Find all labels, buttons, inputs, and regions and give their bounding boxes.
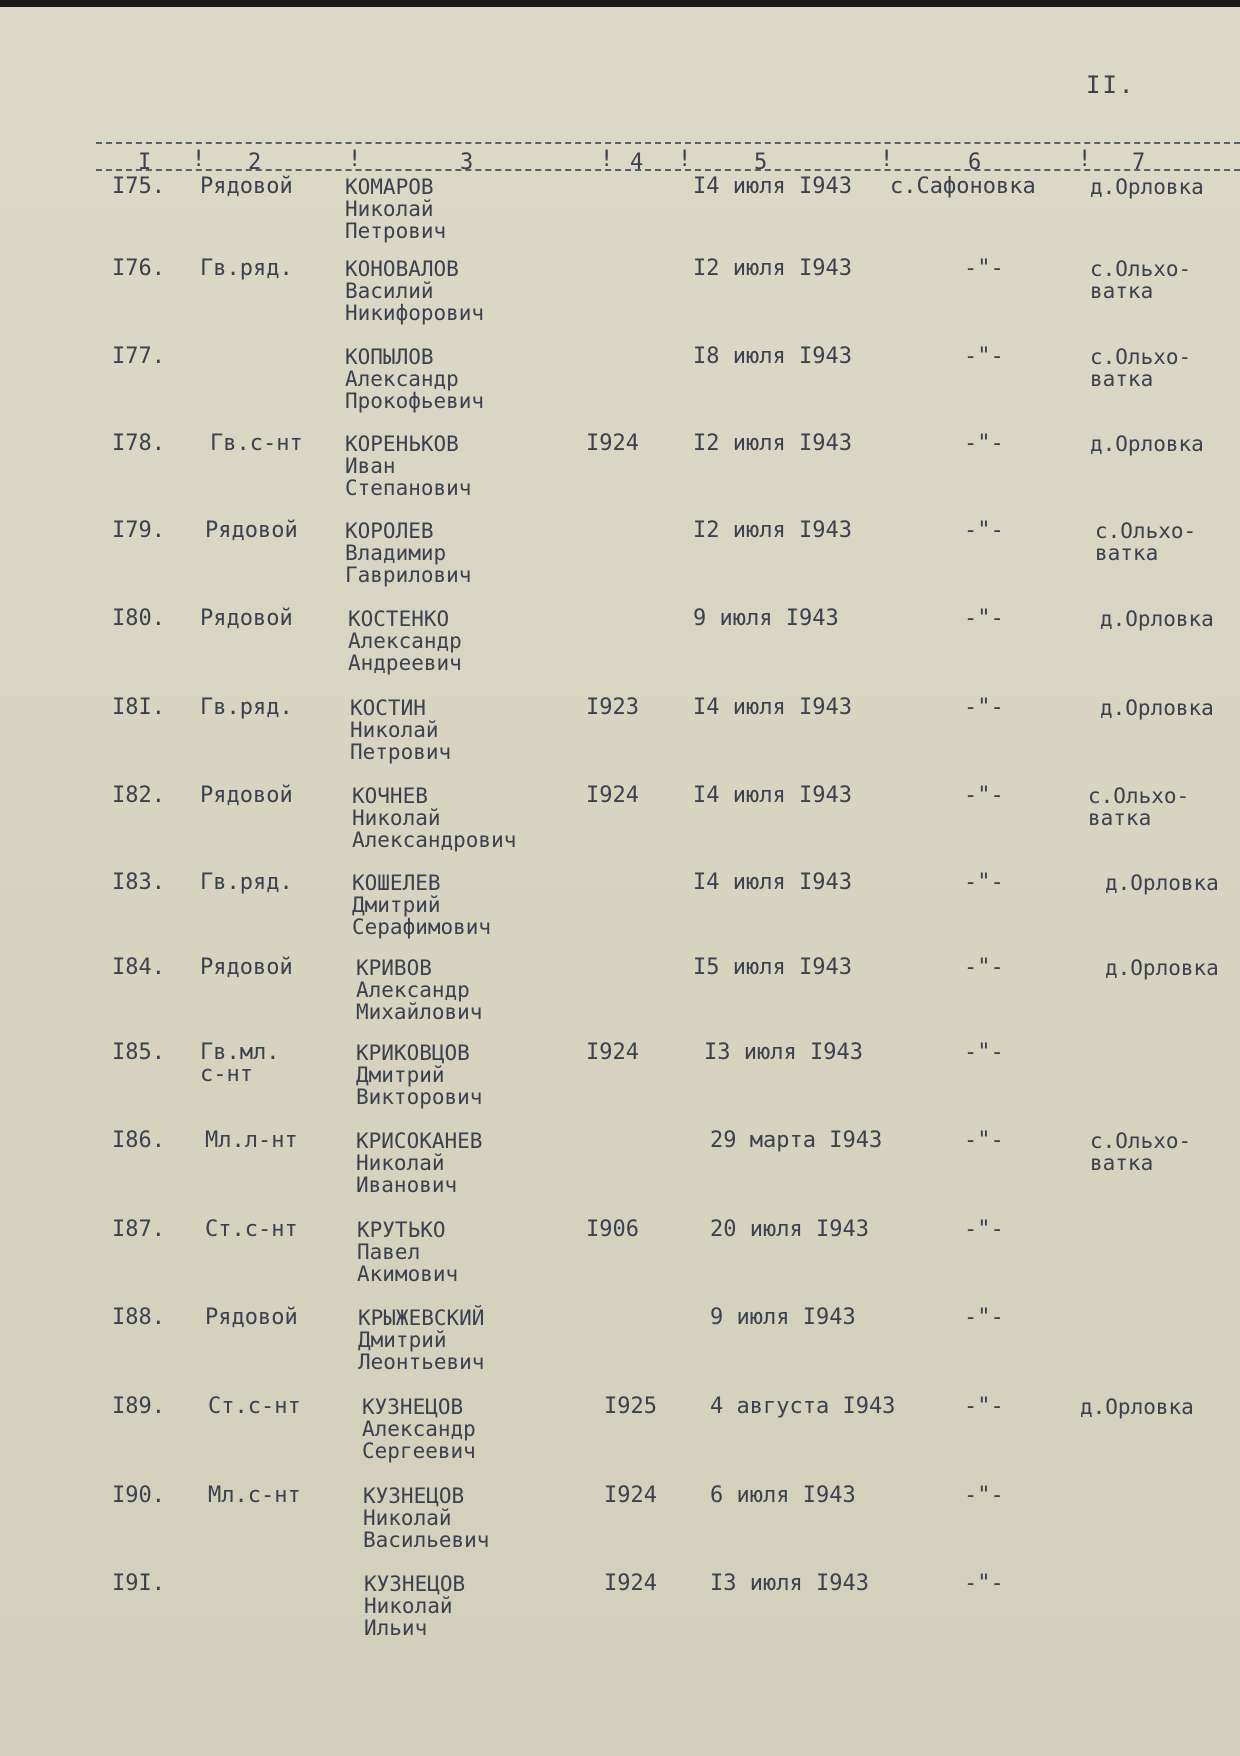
place: -"- [964, 344, 1004, 369]
full-name [345, 258, 484, 324]
military-rank: Гв.ряд. [200, 695, 293, 720]
place: -"- [964, 431, 1004, 456]
place: -"- [964, 1394, 1004, 1419]
patronymic: Александрович [352, 828, 517, 852]
patronymic: Никифорович [345, 301, 485, 325]
death-date: I3 июля I943 [710, 1571, 869, 1596]
name: Николай [356, 1151, 445, 1175]
place: -"- [964, 955, 1004, 980]
table-row [0, 1042, 1240, 1128]
place: -"- [964, 606, 1004, 631]
name: Александр [348, 629, 462, 653]
burial-line: д.Орловка [1105, 871, 1219, 895]
table-row [0, 785, 1240, 871]
place: -"- [964, 1128, 1004, 1153]
record-number: I75. [112, 174, 165, 199]
name: Дмитрий [358, 1328, 447, 1352]
military-rank: Рядовой [205, 1305, 298, 1330]
record-number: I77. [112, 344, 165, 369]
burial-line: д.Орловка [1080, 1395, 1194, 1419]
military-rank: Мл.с-нт [208, 1483, 301, 1508]
burial-place [1105, 872, 1219, 894]
column-header-6: 6 [968, 150, 982, 175]
place: -"- [964, 870, 1004, 895]
burial-line: ватка [1090, 367, 1154, 391]
patronymic: Викторович [356, 1085, 483, 1109]
patronymic: Петрович [350, 740, 452, 764]
burial-line: ватка [1090, 279, 1154, 303]
military-rank: Рядовой [200, 606, 293, 631]
surname: КОРОЛЕВ [345, 519, 434, 543]
burial-line: с.Ольхо- [1090, 345, 1192, 369]
patronymic: Серафимович [352, 915, 492, 939]
death-date: I4 июля I943 [693, 870, 852, 895]
patronymic: Михайлович [356, 1000, 483, 1024]
burial-place [1090, 433, 1204, 455]
header-rule-bottom [96, 169, 1240, 171]
full-name [345, 520, 471, 586]
name: Николай [350, 718, 439, 742]
table-row [0, 433, 1240, 519]
name: Николай [345, 197, 434, 221]
death-date: I2 июля I943 [693, 256, 852, 281]
death-date: 4 августа I943 [710, 1394, 896, 1419]
death-date: 9 июля I943 [710, 1305, 856, 1330]
death-date: 29 марта I943 [710, 1128, 883, 1153]
burial-line: с.Ольхо- [1095, 519, 1197, 543]
column-separator: ! [348, 147, 362, 172]
table-row [0, 697, 1240, 783]
death-date: I4 июля I943 [693, 783, 852, 808]
name: Владимир [345, 541, 447, 565]
burial-line: д.Орловка [1100, 607, 1214, 631]
full-name [356, 1130, 482, 1196]
burial-line: ватка [1095, 541, 1159, 565]
record-number: I86. [112, 1128, 165, 1153]
place: -"- [964, 1040, 1004, 1065]
death-date: I4 июля I943 [693, 695, 852, 720]
full-name [350, 697, 451, 763]
surname: КРИСОКАНЕВ [356, 1129, 483, 1153]
table-row [0, 176, 1240, 262]
death-date: 6 июля I943 [710, 1483, 856, 1508]
column-header-1: I [138, 150, 152, 175]
place: -"- [964, 1217, 1004, 1242]
table-row [0, 346, 1240, 432]
record-number: I90. [112, 1483, 165, 1508]
death-date: I2 июля I943 [693, 518, 852, 543]
name: Николай [352, 806, 441, 830]
patronymic: Сергеевич [362, 1439, 476, 1463]
table-row [0, 1396, 1240, 1482]
military-rank: Гв.ряд. [200, 870, 293, 895]
document-page [0, 7, 1240, 1756]
table-row [0, 520, 1240, 606]
record-number: I76. [112, 256, 165, 281]
full-name [345, 433, 471, 499]
record-number: I84. [112, 955, 165, 980]
surname: КУЗНЕЦОВ [362, 1395, 464, 1419]
record-number: I80. [112, 606, 165, 631]
full-name [352, 872, 491, 938]
full-name [357, 1219, 458, 1285]
surname: КОЧНЕВ [352, 784, 428, 808]
name: Павел [357, 1240, 421, 1264]
column-separator: ! [1078, 147, 1092, 172]
burial-place [1100, 697, 1214, 719]
place: -"- [964, 1571, 1004, 1596]
birth-year: I923 [586, 695, 639, 720]
place: -"- [964, 256, 1004, 281]
surname: КРИВОВ [356, 956, 432, 980]
full-name [348, 608, 462, 674]
burial-place [1090, 346, 1191, 390]
burial-line: д.Орловка [1105, 956, 1219, 980]
surname: КРУТЬКО [357, 1218, 446, 1242]
name: Александр [362, 1417, 476, 1441]
birth-year: I924 [586, 431, 639, 456]
patronymic: Андреевич [348, 651, 462, 675]
death-date: I3 июля I943 [704, 1040, 863, 1065]
surname: КОМАРОВ [345, 175, 434, 199]
table-row [0, 1307, 1240, 1393]
column-header-5: 5 [754, 150, 768, 175]
surname: КРЫЖЕВСКИЙ [358, 1306, 485, 1330]
military-rank: Гв.ряд. [200, 256, 293, 281]
birth-year: I925 [604, 1394, 657, 1419]
surname: КОШЕЛЕВ [352, 871, 441, 895]
name: Николай [364, 1594, 453, 1618]
column-separator: ! [600, 147, 614, 172]
birth-year: I924 [604, 1571, 657, 1596]
record-number: I85. [112, 1040, 165, 1065]
place: -"- [964, 1305, 1004, 1330]
burial-place [1080, 1396, 1194, 1418]
name: Дмитрий [356, 1063, 445, 1087]
military-rank: Рядовой [200, 783, 293, 808]
full-name [358, 1307, 484, 1373]
surname: КРИКОВЦОВ [356, 1041, 470, 1065]
name: Василий [345, 279, 434, 303]
record-number: I87. [112, 1217, 165, 1242]
patronymic: Ильич [364, 1616, 428, 1640]
military-rank: Рядовой [200, 174, 293, 199]
table-row [0, 608, 1240, 694]
record-number: I82. [112, 783, 165, 808]
patronymic: Иванович [356, 1173, 458, 1197]
surname: КОПЫЛОВ [345, 345, 434, 369]
birth-year: I924 [604, 1483, 657, 1508]
name: Дмитрий [352, 893, 441, 917]
name: Николай [363, 1506, 452, 1530]
column-separator: ! [192, 147, 206, 172]
place: -"- [964, 1483, 1004, 1508]
death-date: 20 июля I943 [710, 1217, 869, 1242]
column-separator: ! [678, 147, 692, 172]
patronymic: Васильевич [363, 1528, 490, 1552]
page-number: II. [1086, 71, 1136, 99]
military-rank: Ст.с-нт [208, 1394, 301, 1419]
burial-line: с.Ольхо- [1090, 1129, 1192, 1153]
full-name [356, 1042, 482, 1108]
full-name [345, 346, 484, 412]
death-date: I4 июля I943 [693, 174, 852, 199]
full-name [362, 1396, 476, 1462]
place: -"- [964, 518, 1004, 543]
patronymic: Прокофьевич [345, 389, 485, 413]
table-row [0, 1130, 1240, 1216]
burial-place [1105, 957, 1219, 979]
column-header-3: 3 [460, 150, 474, 175]
table-row [0, 1219, 1240, 1305]
patronymic: Леонтьевич [358, 1350, 485, 1374]
record-number: I8I. [112, 695, 165, 720]
burial-place [1090, 1130, 1191, 1174]
death-date: I5 июля I943 [693, 955, 852, 980]
birth-year: I924 [586, 1040, 639, 1065]
record-number: I89. [112, 1394, 165, 1419]
burial-line: д.Орловка [1090, 175, 1204, 199]
table-row [0, 872, 1240, 958]
burial-place [1090, 258, 1191, 302]
birth-year: I924 [586, 783, 639, 808]
military-rank: Рядовой [200, 955, 293, 980]
patronymic: Степанович [345, 476, 472, 500]
record-number: I88. [112, 1305, 165, 1330]
surname: КОРЕНЬКОВ [345, 432, 459, 456]
burial-line: д.Орловка [1100, 696, 1214, 720]
patronymic: Акимович [357, 1262, 459, 1286]
surname: КУЗНЕЦОВ [364, 1572, 466, 1596]
top-edge [0, 0, 1240, 7]
header-rule-top [96, 142, 1240, 144]
birth-year: I906 [586, 1217, 639, 1242]
burial-line: ватка [1088, 806, 1152, 830]
column-separator: ! [880, 147, 894, 172]
table-row [0, 1485, 1240, 1571]
military-rank: Гв.с-нт [210, 431, 303, 456]
military-rank: Мл.л-нт [205, 1128, 298, 1153]
record-number: I83. [112, 870, 165, 895]
place: с.Сафоновка [890, 174, 1036, 199]
column-header-4: 4 [630, 150, 644, 175]
table-row [0, 957, 1240, 1043]
burial-line: с.Ольхо- [1090, 257, 1192, 281]
full-name [345, 176, 446, 242]
full-name [352, 785, 516, 851]
surname: КОНОВАЛОВ [345, 257, 459, 281]
burial-line: ватка [1090, 1151, 1154, 1175]
surname: КУЗНЕЦОВ [363, 1484, 465, 1508]
column-header-2: 2 [248, 150, 262, 175]
place: -"- [964, 783, 1004, 808]
burial-place [1090, 176, 1204, 198]
death-date: I8 июля I943 [693, 344, 852, 369]
name: Александр [356, 978, 470, 1002]
name: Александр [345, 367, 459, 391]
patronymic: Гаврилович [345, 563, 472, 587]
military-rank: Рядовой [205, 518, 298, 543]
record-number: I79. [112, 518, 165, 543]
surname: КОСТЕНКО [348, 607, 450, 631]
place: -"- [964, 695, 1004, 720]
record-number: I78. [112, 431, 165, 456]
burial-place [1095, 520, 1196, 564]
burial-line: с.Ольхо- [1088, 784, 1190, 808]
table-row [0, 258, 1240, 344]
full-name [356, 957, 482, 1023]
record-number: I9I. [112, 1571, 165, 1596]
burial-place [1088, 785, 1189, 829]
burial-line: д.Орловка [1090, 432, 1204, 456]
full-name [364, 1573, 465, 1639]
burial-place [1100, 608, 1214, 630]
military-rank: Гв.мл. с-нт [200, 1040, 280, 1087]
death-date: 9 июля I943 [693, 606, 839, 631]
military-rank: Ст.с-нт [205, 1217, 298, 1242]
name: Иван [345, 454, 396, 478]
full-name [363, 1485, 489, 1551]
column-header-7: 7 [1132, 150, 1146, 175]
patronymic: Петрович [345, 219, 447, 243]
table-row [0, 1573, 1240, 1659]
surname: КОСТИН [350, 696, 426, 720]
death-date: I2 июля I943 [693, 431, 852, 456]
